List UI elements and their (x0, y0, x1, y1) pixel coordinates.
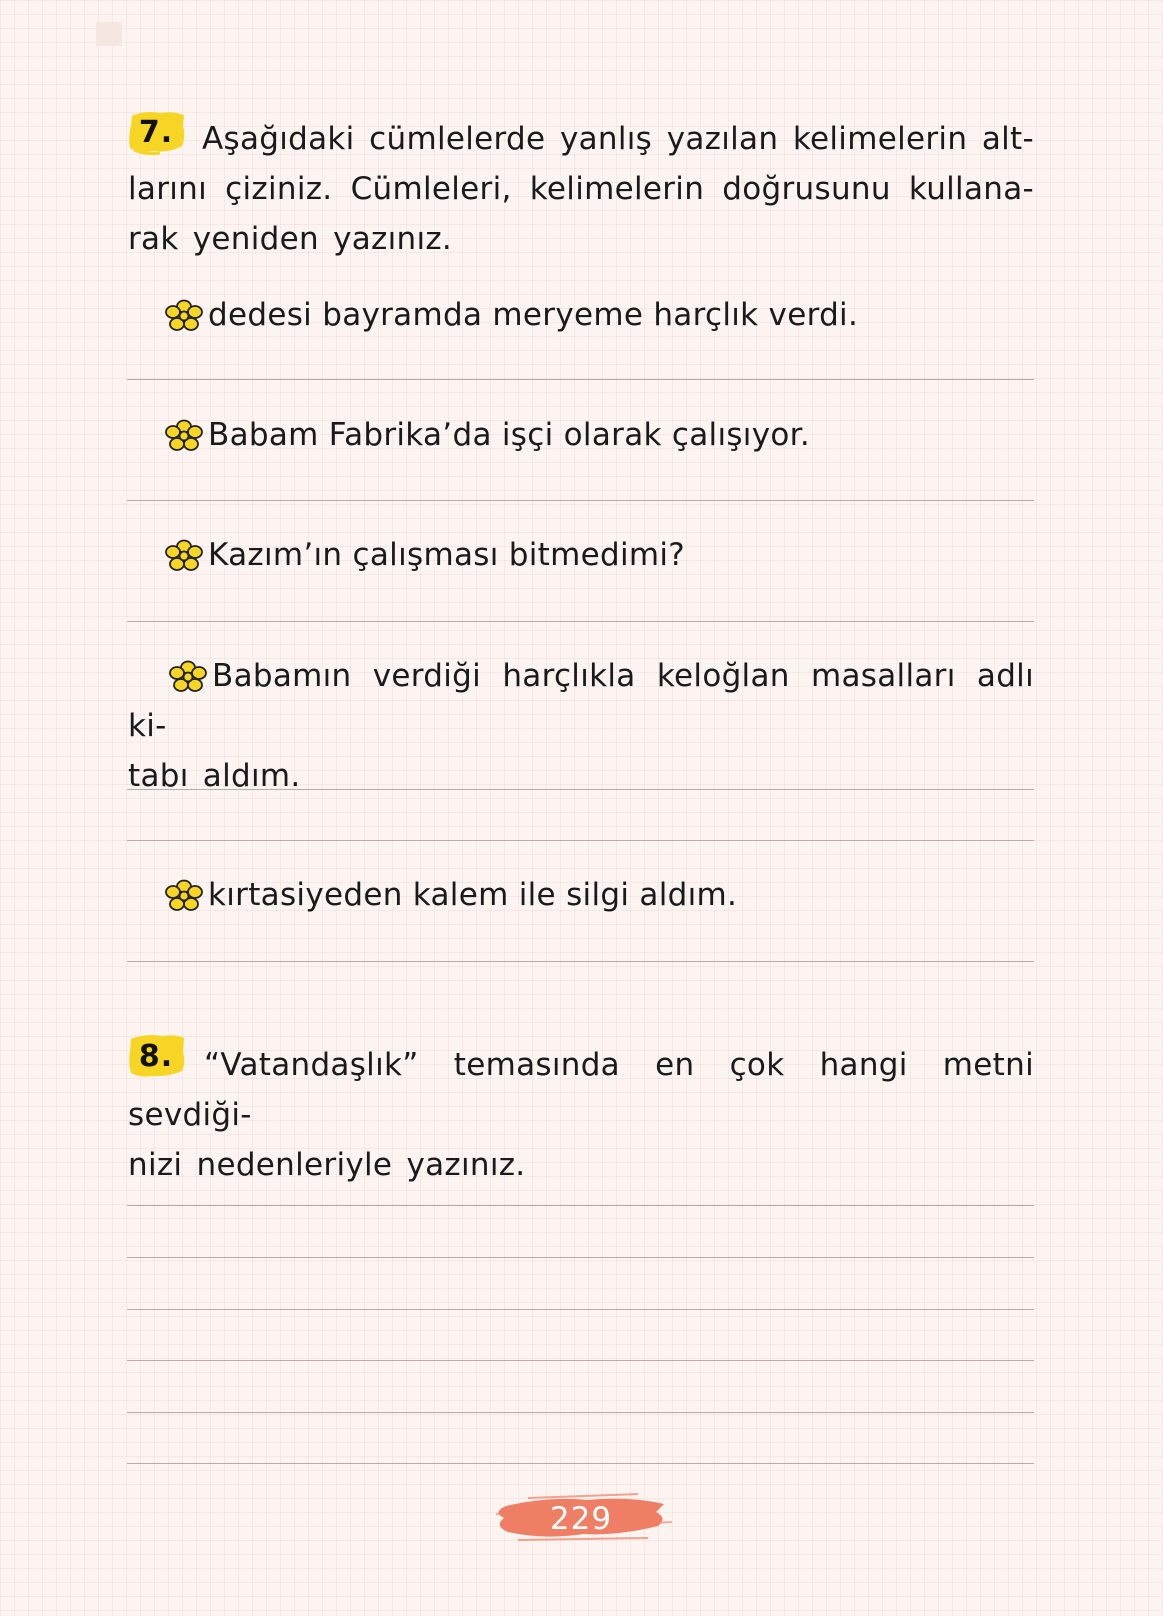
answer-line[interactable] (127, 500, 1034, 501)
question-8-instruction (128, 1040, 1034, 1190)
answer-line[interactable] (127, 621, 1034, 622)
q7-line-2: larını çiziniz. Cümleleri, kelimelerin doğrusunu kullana- (128, 171, 1034, 207)
question-7-instruction (128, 114, 1034, 264)
answer-line[interactable] (127, 789, 1034, 790)
page-number-badge (488, 1488, 674, 1550)
answer-line[interactable] (127, 379, 1034, 380)
answer-line[interactable] (127, 1309, 1034, 1310)
q7-item-4 (128, 651, 1034, 801)
q8-line-1: “Vatandaşlık” temasında en çok hangi metni sevdiği- (128, 1047, 1034, 1133)
answer-line[interactable] (127, 840, 1034, 841)
answer-line[interactable] (127, 1463, 1034, 1464)
flower-icon (164, 879, 204, 911)
answer-line[interactable] (127, 1257, 1034, 1258)
corner-mark (96, 22, 122, 46)
flower-icon (164, 419, 204, 451)
q7-item-1 (164, 290, 858, 340)
q7-line-1: Aşağıdaki cümlelerde yanlış yazılan kelimelerin alt- (202, 121, 1034, 157)
answer-line[interactable] (127, 961, 1034, 962)
answer-line[interactable] (127, 1205, 1034, 1206)
q7-item-4-text-cont: tabı aldım. (128, 758, 301, 794)
question-8-number: 8. (138, 1038, 174, 1074)
q8-line-2: nizi nedenleriyle yazınız. (128, 1147, 526, 1183)
q7-item-2-text: Babam Fabrika’da işçi olarak çalışıyor. (208, 417, 810, 453)
flower-icon (164, 299, 204, 331)
q7-item-3-text: Kazım’ın çalışması bitmedimi? (208, 537, 686, 573)
question-7-number: 7. (138, 114, 174, 150)
answer-line[interactable] (127, 1412, 1034, 1413)
q7-item-2 (164, 410, 810, 460)
q7-item-5 (164, 870, 737, 920)
q7-item-3 (164, 530, 685, 580)
flower-icon (168, 660, 208, 692)
q7-line-3: rak yeniden yazınız. (128, 221, 453, 257)
flower-icon (164, 539, 204, 571)
page-number: 229 (549, 1501, 613, 1537)
q7-item-5-text: kırtasiyeden kalem ile silgi aldım. (208, 877, 738, 913)
q7-item-4-text: Babamın verdiği harçlıkla keloğlan masalları adlı ki- (128, 658, 1034, 744)
answer-line[interactable] (127, 1360, 1034, 1361)
q7-item-1-text: dedesi bayramda meryeme harçlık verdi. (208, 297, 859, 333)
